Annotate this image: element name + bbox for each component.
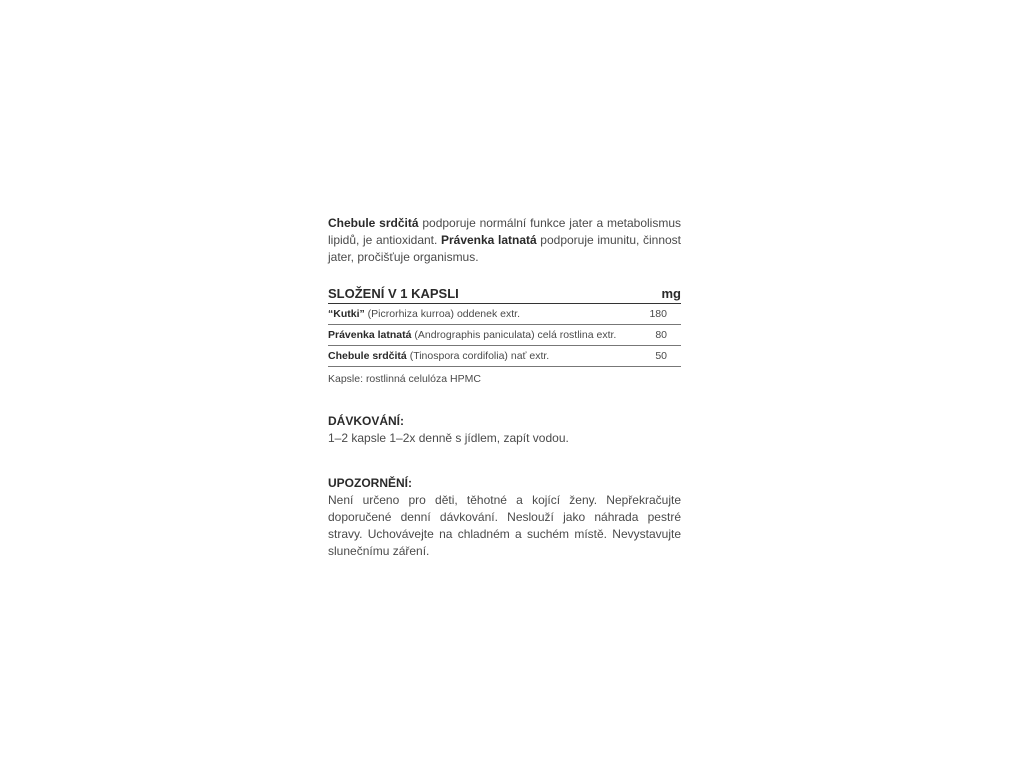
ingredient-value: 50 xyxy=(655,350,667,362)
capsule-note: Kapsle: rostlinná celulóza HPMC xyxy=(328,373,481,385)
ingredient-name-bold: Právenka latnatá xyxy=(328,329,412,341)
intro-paragraph xyxy=(328,215,681,266)
table-row xyxy=(328,325,681,346)
product-info xyxy=(328,215,681,560)
warning-text: Není určeno pro děti, těhotné a kojící ženy. Nepřekračujte doporučené denní dávkování. Neslouží jako náhrada pestré stravy. Uchovávejte na chladném a suchém místě. Nevystavujte slunečnímu záření. xyxy=(328,493,681,558)
table-row xyxy=(328,304,681,325)
intro-text-2: podporuje imunitu, činnost jater, pročišťuje organismus. xyxy=(328,233,681,264)
ingredient-name-detail: (Andrographis paniculata) celá rostlina extr. xyxy=(411,329,617,341)
composition-table xyxy=(328,285,681,387)
ingredient-value: 180 xyxy=(649,308,667,320)
dosage-text: 1–2 kapsle 1–2x denně s jídlem, zapít vodou. xyxy=(328,431,569,445)
composition-unit-header: mg xyxy=(661,286,681,301)
composition-title: SLOŽENÍ V 1 KAPSLI xyxy=(328,286,459,301)
ingredient-value: 80 xyxy=(655,329,667,341)
table-row xyxy=(328,346,681,367)
intro-bold-1: Chebule srdčitá xyxy=(328,216,419,230)
intro-text-1: podporuje normální funkce jater a metabolismus lipidů, je antioxidant. xyxy=(328,216,681,247)
ingredient-name xyxy=(328,346,549,366)
ingredient-name-detail: (Picrorhiza kurroa) oddenek extr. xyxy=(364,308,520,320)
composition-header xyxy=(328,285,681,304)
ingredient-name-detail: (Tinospora cordifolia) nať extr. xyxy=(406,350,550,362)
ingredient-name xyxy=(328,304,520,324)
ingredient-name xyxy=(328,325,616,345)
warning-title: UPOZORNĚNÍ: xyxy=(328,476,412,490)
dosage-title: DÁVKOVÁNÍ: xyxy=(328,414,405,428)
intro-bold-2: Právenka latnatá xyxy=(440,233,537,247)
ingredient-name-bold: Chebule srdčitá xyxy=(328,350,407,362)
ingredient-name-bold: “Kutki” xyxy=(328,308,365,320)
